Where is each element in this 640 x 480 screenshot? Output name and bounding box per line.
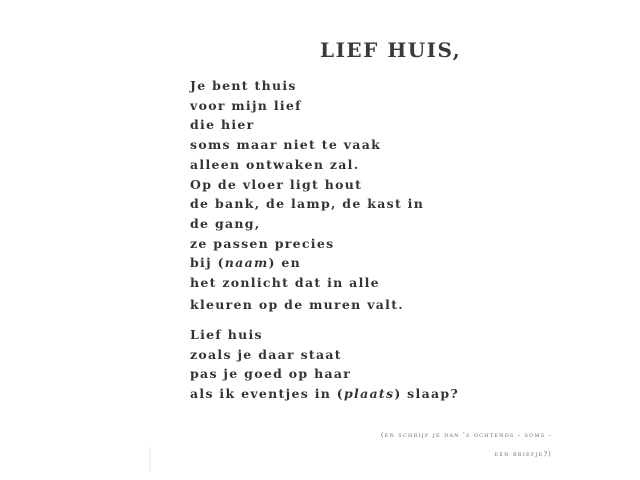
poem-stanza-2 bbox=[190, 325, 459, 404]
poem-line: Lief huis bbox=[190, 327, 263, 342]
poem-line: Je bent thuis bbox=[190, 78, 297, 93]
poem-stanza-1 bbox=[190, 76, 424, 314]
poem-line: de gang, bbox=[190, 215, 261, 231]
poem-line: pas je goed op haar bbox=[190, 366, 352, 382]
placeholder-naam: naam bbox=[224, 255, 269, 271]
poem-line: Op de vloer ligt hout bbox=[190, 176, 363, 192]
poem-line: ze passen precies bbox=[190, 235, 335, 251]
poem-line: die hier bbox=[190, 117, 255, 133]
designer-credit: Studio Design bbox=[148, 447, 152, 472]
poem-line-part: ) slaap? bbox=[394, 386, 460, 402]
poem-line: de bank, de lamp, de kast in bbox=[190, 196, 425, 212]
poem-line: kleuren op de muren valt. bbox=[190, 296, 404, 312]
poem-title: LIEF HUIS, bbox=[320, 38, 462, 62]
placeholder-plaats: plaats bbox=[344, 386, 395, 402]
poem-line: zoals je daar staat bbox=[190, 346, 342, 362]
poem-line-part: als ik eventjes in ( bbox=[190, 386, 344, 402]
poem-line-part: ) en bbox=[268, 255, 302, 271]
footnote-line-2: een briefje?) bbox=[494, 450, 552, 458]
poem-line-part: bij ( bbox=[190, 255, 225, 271]
poem-line: voor mijn lief bbox=[190, 97, 302, 113]
poem-line: alleen ontwaken zal. bbox=[190, 156, 360, 172]
poem-line: soms maar niet te vaak bbox=[190, 137, 382, 153]
poem-line-plaats bbox=[190, 384, 459, 404]
poem-line-naam bbox=[190, 253, 424, 273]
poem-line: het zonlicht dat in alle bbox=[190, 275, 380, 291]
footnote-line-1: (en schrijf je dan 's ochtends - soms - bbox=[380, 431, 552, 439]
